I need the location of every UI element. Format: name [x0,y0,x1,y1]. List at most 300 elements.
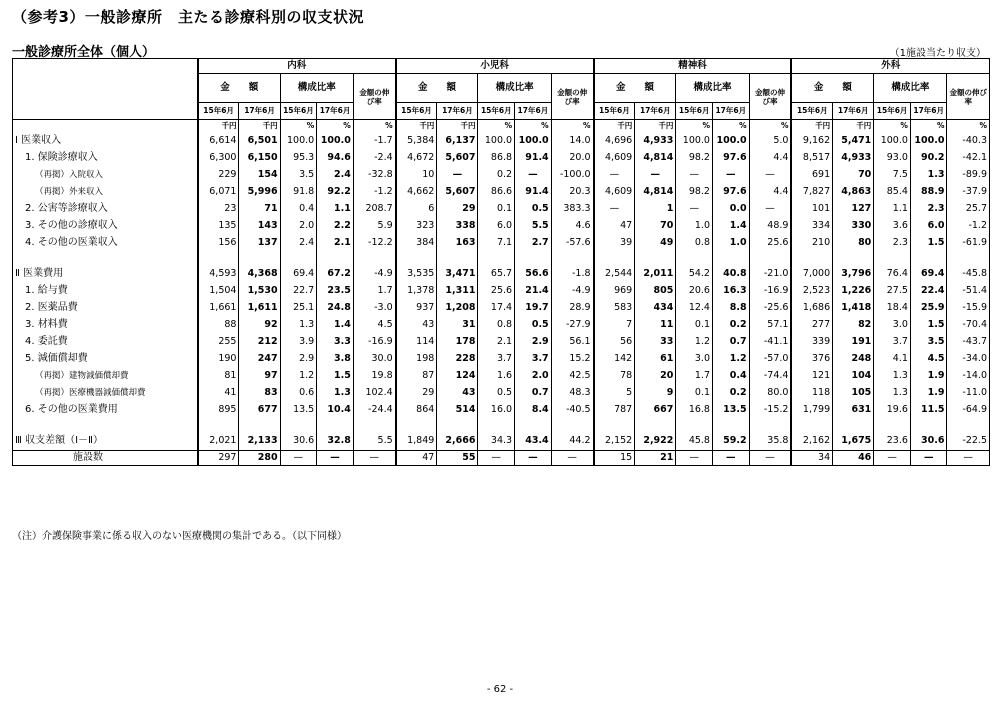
value-cell: -24.4 [353,401,395,418]
value-cell: -22.5 [947,432,990,451]
value-cell: — [910,451,947,466]
value-cell: 1.3 [317,384,354,401]
year-15-header: 15年6月 [874,103,911,120]
value-cell: 34 [791,451,832,466]
value-cell: -100.0 [551,166,593,183]
row-label: 1. 保険診療収入 [13,149,198,166]
value-cell: 25.6 [749,234,791,251]
spacer-cell [551,418,593,432]
value-cell: 2.1 [317,234,354,251]
spacer-cell [317,418,354,432]
row-label: 6. その他の医業費用 [13,401,198,418]
value-cell: 5,996 [239,183,280,200]
value-cell: 208.7 [353,200,395,217]
value-cell: 4,814 [635,149,676,166]
row-label: （再掲）外来収入 [13,183,198,200]
value-cell: 2.4 [317,166,354,183]
value-cell: 210 [791,234,832,251]
value-cell: 20.3 [551,183,593,200]
value-cell: 4,593 [198,265,239,282]
unit-cell: % [874,120,911,133]
value-cell: 212 [239,333,280,350]
value-cell: 15.2 [551,350,593,367]
year-15-header: 15年6月 [594,103,635,120]
value-cell: -25.6 [749,299,791,316]
value-cell: 0.7 [515,384,552,401]
value-cell: -51.4 [947,282,990,299]
unit-cell: % [712,120,749,133]
table-row [13,316,990,333]
value-cell: 7 [594,316,635,333]
ratio-header: 構成比率 [676,74,749,103]
value-cell: -32.8 [353,166,395,183]
group-header-surgery: 外科 [791,59,989,74]
value-cell: -34.0 [947,350,990,367]
value-cell: 124 [437,367,478,384]
value-cell: 514 [437,401,478,418]
value-cell: 93.0 [874,149,911,166]
value-cell: 4.4 [749,149,791,166]
page-number: - 62 - [486,684,514,695]
spacer-cell [353,251,395,265]
year-15-header: 15年6月 [396,103,437,120]
spacer-cell [478,418,515,432]
value-cell: 69.4 [910,265,947,282]
spacer-cell [947,418,990,432]
value-cell: 25.6 [478,282,515,299]
value-cell: 4,933 [635,132,676,149]
value-cell: 0.7 [712,333,749,350]
value-cell: 102.4 [353,384,395,401]
value-cell: -14.0 [947,367,990,384]
value-cell: 8.8 [712,299,749,316]
value-cell: 2,133 [239,432,280,451]
value-cell: 3.3 [317,333,354,350]
spacer-cell [280,251,317,265]
value-cell: 85.4 [874,183,911,200]
spacer-cell [515,418,552,432]
value-cell: -15.9 [947,299,990,316]
income-expense-table-container [12,58,990,466]
group-header-psychiatry: 精神科 [594,59,792,74]
row-label: Ⅱ 医業費用 [13,265,198,282]
table-row [13,333,990,350]
year-17-header: 17年6月 [712,103,749,120]
spacer-cell [833,418,874,432]
value-cell: 100.0 [874,132,911,149]
value-cell: 135 [198,217,239,234]
value-cell: 1,686 [791,299,832,316]
value-cell: 100.0 [676,132,713,149]
value-cell: 895 [198,401,239,418]
value-cell: 376 [791,350,832,367]
value-cell: 6,501 [239,132,280,149]
value-cell: 1,849 [396,432,437,451]
unit-cell: % [749,120,791,133]
value-cell: 44.2 [551,432,593,451]
value-cell: -27.9 [551,316,593,333]
table-row [13,132,990,149]
value-cell: 56.6 [515,265,552,282]
value-cell: 11 [635,316,676,333]
value-cell: 4,863 [833,183,874,200]
value-cell: 677 [239,401,280,418]
value-cell: 92 [239,316,280,333]
value-cell: 100.0 [910,132,947,149]
value-cell: 667 [635,401,676,418]
unit-cell: % [280,120,317,133]
table-row [13,401,990,418]
value-cell: 2.7 [515,234,552,251]
value-cell: 45.8 [676,432,713,451]
spacer-cell [749,251,791,265]
value-cell: 6.0 [478,217,515,234]
value-cell: 87 [396,367,437,384]
value-cell: 21.4 [515,282,552,299]
value-cell: -16.9 [353,333,395,350]
group-header-pediatrics: 小児科 [396,59,594,74]
value-cell: 1,208 [437,299,478,316]
value-cell: — [515,451,552,466]
value-cell: 3.5 [280,166,317,183]
unit-cell: % [478,120,515,133]
value-cell: 19.7 [515,299,552,316]
spacer-cell [676,418,713,432]
row-label: Ⅰ 医業収入 [13,132,198,149]
value-cell: 30.6 [910,432,947,451]
value-cell: 2.3 [910,200,947,217]
value-cell: 2,666 [437,432,478,451]
value-cell: 1.0 [676,217,713,234]
value-cell: 1.5 [910,234,947,251]
value-cell: 937 [396,299,437,316]
value-cell: 3.7 [478,350,515,367]
row-label: （再掲）入院収入 [13,166,198,183]
value-cell: 0.1 [676,384,713,401]
row-label: Ⅲ 収支差額（Ⅰ－Ⅱ） [13,432,198,451]
value-cell: 248 [833,350,874,367]
value-cell: 0.2 [712,316,749,333]
unit-note: （1施設当たり収支） [889,48,986,59]
value-cell: -1.2 [353,183,395,200]
row-label: 施設数 [13,451,198,466]
table-subtitle: 一般診療所全体（個人） [12,45,156,60]
value-cell: 61 [635,350,676,367]
value-cell: 57.1 [749,316,791,333]
value-cell: 1,504 [198,282,239,299]
spacer-row [13,418,990,432]
value-cell: 1.3 [280,316,317,333]
value-cell: 78 [594,367,635,384]
value-cell: — [712,451,749,466]
value-cell: 48.3 [551,384,593,401]
value-cell: 4,672 [396,149,437,166]
value-cell: 1.2 [280,367,317,384]
value-cell: — [712,166,749,183]
value-cell: 5.5 [353,432,395,451]
value-cell: 24.8 [317,299,354,316]
unit-cell: 千円 [198,120,239,133]
row-label: 4. 委託費 [13,333,198,350]
value-cell: -12.2 [353,234,395,251]
value-cell: 3.6 [874,217,911,234]
value-cell: 9,162 [791,132,832,149]
value-cell: 4,662 [396,183,437,200]
value-cell: 31 [437,316,478,333]
value-cell: 1.7 [353,282,395,299]
value-cell: 5.0 [749,132,791,149]
value-cell: 3,796 [833,265,874,282]
value-cell: 7,000 [791,265,832,282]
value-cell: 70 [635,217,676,234]
spacer-cell [635,418,676,432]
value-cell: 1 [635,200,676,217]
value-cell: 0.6 [280,384,317,401]
value-cell: 338 [437,217,478,234]
value-cell: 39 [594,234,635,251]
value-cell: 25.7 [947,200,990,217]
value-cell: 0.5 [515,316,552,333]
spacer-cell [910,251,947,265]
value-cell: 4,609 [594,183,635,200]
row-label: 2. 医薬品費 [13,299,198,316]
value-cell: 178 [437,333,478,350]
value-cell: 29 [396,384,437,401]
value-cell: 5,607 [437,149,478,166]
value-cell: 48.9 [749,217,791,234]
value-cell: 34.3 [478,432,515,451]
value-cell: -11.0 [947,384,990,401]
value-cell: 2.0 [280,217,317,234]
value-cell: 46 [833,451,874,466]
value-cell: 8,517 [791,149,832,166]
value-cell: 156 [198,234,239,251]
value-cell: -40.5 [551,401,593,418]
unit-cell: 千円 [635,120,676,133]
spacer-cell [198,418,239,432]
unit-cell: 千円 [239,120,280,133]
value-cell: 255 [198,333,239,350]
spacer-row [13,251,990,265]
value-cell: 4,696 [594,132,635,149]
value-cell: 1,311 [437,282,478,299]
value-cell: 864 [396,401,437,418]
value-cell: 787 [594,401,635,418]
value-cell: 3.8 [317,350,354,367]
unit-cell: % [515,120,552,133]
value-cell: 18.4 [874,299,911,316]
table-row [13,350,990,367]
table-row [13,217,990,234]
value-cell: -57.6 [551,234,593,251]
value-cell: 0.4 [712,367,749,384]
value-cell: 86.6 [478,183,515,200]
value-cell: 3.5 [910,333,947,350]
table-row [13,282,990,299]
value-cell: 583 [594,299,635,316]
value-cell: 101 [791,200,832,217]
value-cell: — [594,166,635,183]
ratio-header: 構成比率 [478,74,551,103]
value-cell: 6,150 [239,149,280,166]
value-cell: 143 [239,217,280,234]
table-row [13,367,990,384]
value-cell: -64.9 [947,401,990,418]
table-row [13,183,990,200]
spacer-cell [198,251,239,265]
value-cell: 4.1 [874,350,911,367]
value-cell: 1,530 [239,282,280,299]
value-cell: 30.0 [353,350,395,367]
value-cell: — [478,451,515,466]
value-cell: 2.1 [478,333,515,350]
value-cell: — [515,166,552,183]
value-cell: 19.6 [874,401,911,418]
value-cell: 54.2 [676,265,713,282]
value-cell: 0.1 [478,200,515,217]
value-cell: 43.4 [515,432,552,451]
value-cell: — [551,451,593,466]
year-17-header: 17年6月 [317,103,354,120]
ratio-header: 構成比率 [874,74,947,103]
row-label: （再掲）医療機器減価償却費 [13,384,198,401]
value-cell: 2,152 [594,432,635,451]
value-cell: 2.3 [874,234,911,251]
value-cell: 28.9 [551,299,593,316]
value-cell: 229 [198,166,239,183]
value-cell: 7,827 [791,183,832,200]
value-cell: 40.8 [712,265,749,282]
income-expense-table [12,58,990,466]
value-cell: 323 [396,217,437,234]
table-row [13,166,990,183]
value-cell: 97 [239,367,280,384]
value-cell: -74.4 [749,367,791,384]
value-cell: 0.8 [676,234,713,251]
value-cell: 7.5 [874,166,911,183]
value-cell: 6.0 [910,217,947,234]
value-cell: 56 [594,333,635,350]
value-cell: 5.5 [515,217,552,234]
value-cell: 4.6 [551,217,593,234]
value-cell: 17.4 [478,299,515,316]
value-cell: 0.0 [712,200,749,217]
value-cell: — [676,451,713,466]
value-cell: 105 [833,384,874,401]
value-cell: 55 [437,451,478,466]
value-cell: 81 [198,367,239,384]
value-cell: 21 [635,451,676,466]
value-cell: 137 [239,234,280,251]
value-cell: 71 [239,200,280,217]
ratio-header: 構成比率 [280,74,353,103]
value-cell: — [676,166,713,183]
year-17-header: 17年6月 [515,103,552,120]
value-cell: 35.8 [749,432,791,451]
row-label: 5. 減価償却費 [13,350,198,367]
unit-cell: 千円 [396,120,437,133]
value-cell: -42.1 [947,149,990,166]
spacer-cell [280,418,317,432]
value-cell: 25.9 [910,299,947,316]
value-cell: 2.2 [317,217,354,234]
value-cell: 16.0 [478,401,515,418]
value-cell: 280 [239,451,280,466]
table-row [13,200,990,217]
row-label: 1. 給与費 [13,282,198,299]
value-cell: 97.6 [712,149,749,166]
value-cell: 127 [833,200,874,217]
row-label: 3. その他の診療収入 [13,217,198,234]
value-cell: 29 [437,200,478,217]
value-cell: -61.9 [947,234,990,251]
year-17-header: 17年6月 [437,103,478,120]
value-cell: 88.9 [910,183,947,200]
value-cell: 95.3 [280,149,317,166]
value-cell: 19.8 [353,367,395,384]
value-cell: 97.6 [712,183,749,200]
value-cell: 100.0 [712,132,749,149]
table-row [13,265,990,282]
value-cell: 5,384 [396,132,437,149]
value-cell: 1.9 [910,367,947,384]
value-cell: 14.0 [551,132,593,149]
value-cell: 3,471 [437,265,478,282]
value-cell: 3.7 [874,333,911,350]
table-row [13,432,990,451]
value-cell: 3.0 [676,350,713,367]
value-cell: 23.6 [874,432,911,451]
value-cell: 1,226 [833,282,874,299]
value-cell: 6,137 [437,132,478,149]
value-cell: 100.0 [280,132,317,149]
value-cell: 1.9 [910,384,947,401]
value-cell: 6,071 [198,183,239,200]
value-cell: 121 [791,367,832,384]
value-cell: 4,609 [594,149,635,166]
value-cell: 1,675 [833,432,874,451]
value-cell: 22.7 [280,282,317,299]
spacer-cell [396,251,437,265]
value-cell: 339 [791,333,832,350]
value-cell: 83 [239,384,280,401]
value-cell: 163 [437,234,478,251]
value-cell: 4,368 [239,265,280,282]
value-cell: 12.4 [676,299,713,316]
value-cell: -70.4 [947,316,990,333]
row-label: 2. 公害等診療収入 [13,200,198,217]
value-cell: 0.8 [478,316,515,333]
value-cell: 23.5 [317,282,354,299]
value-cell: 691 [791,166,832,183]
spacer-cell [712,251,749,265]
spacer-cell [239,251,280,265]
value-cell: 969 [594,282,635,299]
spacer-cell [437,418,478,432]
unit-cell: 千円 [594,120,635,133]
page-title: （参考3）一般診療所 主たる診療科別の収支状況 [12,8,364,26]
value-cell: -4.9 [551,282,593,299]
row-label-header [13,59,198,120]
value-cell: 3.0 [874,316,911,333]
value-cell: 16.3 [712,282,749,299]
spacer-cell [635,251,676,265]
value-cell: 1,799 [791,401,832,418]
row-label: 4. その他の医業収入 [13,234,198,251]
value-cell: -16.9 [749,282,791,299]
value-cell: 56.1 [551,333,593,350]
value-cell: -1.2 [947,217,990,234]
